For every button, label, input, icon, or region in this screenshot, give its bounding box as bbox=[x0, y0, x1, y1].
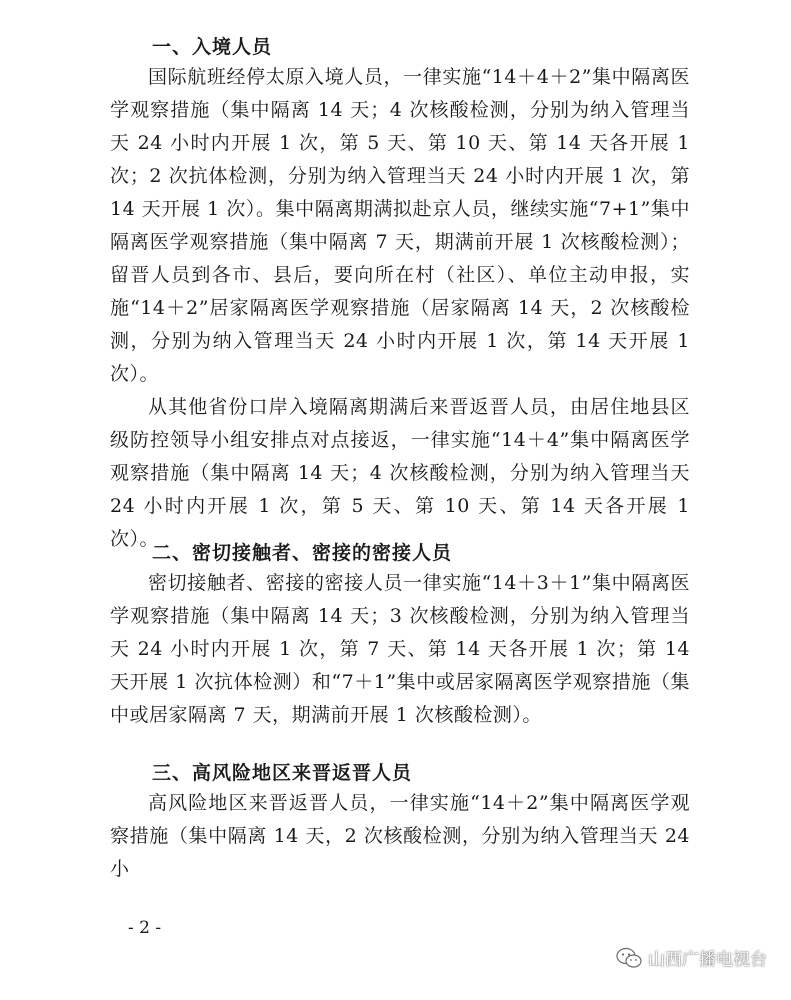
section-heading-entry: 一、入境人员 bbox=[152, 36, 273, 58]
paragraph-close-contacts: 密切接触者、密接的密接人员一律实施“14＋3＋1”集中隔离医学观察措施（集中隔离 14 天；3 次核酸检测，分别为纳入管理当天 24 小时内开展 1 次，第 7 天、第 14 天各开展 1 次；第 14 天开展 1 次抗体检测）和“7＋1”集中或居家隔离医学观察措施（集中或居家隔离 7 天，期满前开展 1 次核酸检测）。 bbox=[110, 572, 690, 726]
paragraph-entry-other-provinces: 从其他省份口岸入境隔离期满后来晋返晋人员，由居住地县区级防控领导小组安排点对点接返，一律实施“14＋4”集中隔离医学观察措施（集中隔离 14 天；4 次核酸检测，分别为纳入管理当天 24 小时内开展 1 次，第 5 天、第 10 天、第 14 天各开展 1 次）。 bbox=[110, 396, 690, 550]
section-heading-high-risk: 三、高风险地区来晋返晋人员 bbox=[152, 762, 413, 784]
paragraph-high-risk: 高风险地区来晋返晋人员，一律实施“14＋2”集中隔离医学观察措施（集中隔离 14 天，2 次核酸检测，分别为纳入管理当天 24 小 bbox=[110, 792, 690, 880]
wechat-icon bbox=[616, 947, 642, 969]
watermark-text: 山西广播电视台 bbox=[648, 950, 767, 970]
section-heading-close-contacts: 二、密切接触者、密接的密接人员 bbox=[152, 542, 453, 564]
paragraph-entry-international: 国际航班经停太原入境人员，一律实施“14＋4＋2”集中隔离医学观察措施（集中隔离 14 天；4 次核酸检测，分别为纳入管理当天 24 小时内开展 1 次，第 5 天、第 10 天、第 14 天各开展 1 次；2 次抗体检测，分别为纳入管理当天 24 小时内开展 1 次，第 14 天开展 1 次）。集中隔离期满拟赴京人员，继续实施“7+1”集中隔离医学观察措施（集中隔离 7 天，期满前开展 1 次核酸检测）；留晋人员到各市、县后，要向所在村（社区）、单位主动申报，实施“14＋2”居家隔离医学观察措施（居家隔离 14 天，2 次核酸检测，分别为纳入管理当天 24 小时内开展 1 次，第 14 天开展 1 次）。 bbox=[110, 66, 690, 385]
source-watermark bbox=[616, 945, 767, 970]
page-number: - 2 - bbox=[128, 918, 162, 938]
